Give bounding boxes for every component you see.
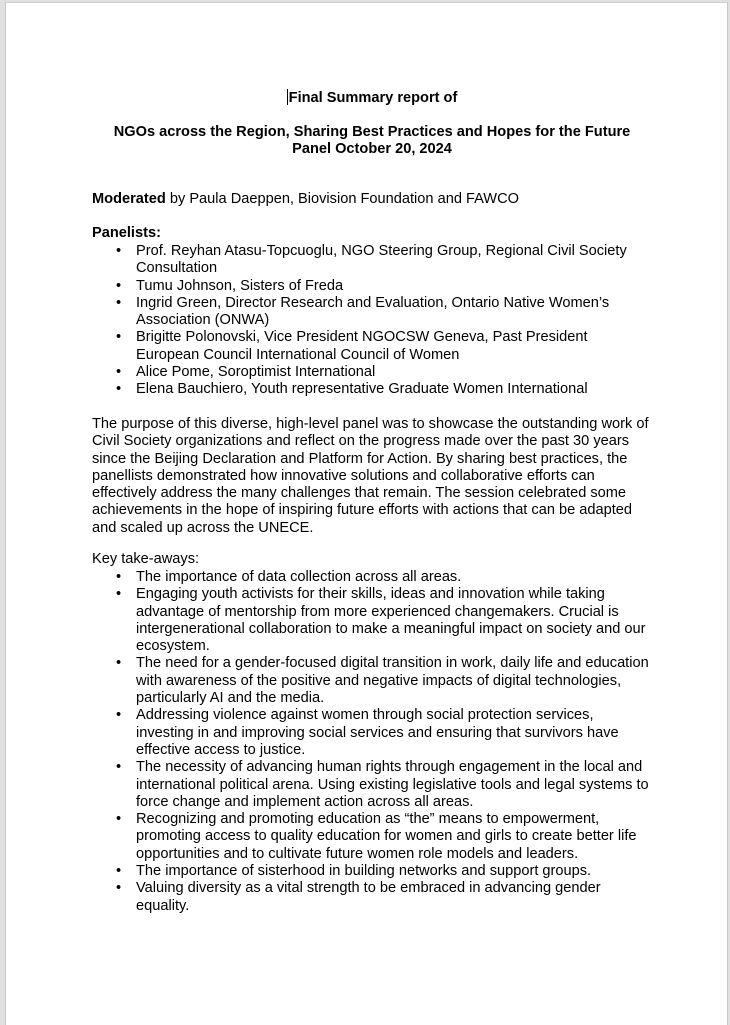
bullet-icon: • (116, 294, 122, 311)
takeaway-item (92, 707, 651, 759)
takeaway-item (92, 586, 651, 655)
takeaway-item (92, 569, 651, 586)
panelist-item (92, 381, 652, 398)
panelist-item (92, 295, 652, 330)
takeaway-text: The need for a gender-focused digital transition in work, daily life and education with awareness of the positive and negative impacts of digital technologies, particularly AI and the media. (136, 655, 649, 707)
bullet-icon: • (116, 277, 122, 294)
report-title (92, 89, 652, 107)
panelist-text: Tumu Johnson, Sisters of Freda (136, 277, 344, 294)
panelists-list (92, 243, 652, 399)
moderated-label: Moderated (92, 191, 166, 207)
takeaway-text: Recognizing and promoting education as “the” means to empowerment, promoting access to quality education for women and girls to create better life opportunities and to cultivate future women role models and leaders. (136, 811, 637, 862)
takeaway-text: The necessity of advancing human rights through engagement in the local and international political arena. Using existing legislative tools and legal systems to force change and implement action across all areas. (136, 759, 649, 810)
bullet-icon: • (116, 243, 122, 259)
bullet-icon: • (116, 569, 122, 585)
takeaways-heading: Key take-aways: (92, 551, 200, 567)
bullet-icon: • (116, 863, 122, 880)
panelists-heading: Panelists: (92, 225, 161, 241)
takeaway-item (92, 655, 651, 707)
panelist-text: Elena Bauchiero, Youth representative Graduate Women International (136, 381, 588, 398)
takeaway-item (92, 811, 651, 863)
bullet-icon: • (116, 759, 122, 776)
panelist-text: Brigitte Polonovski, Vice President NGOCSW Geneva, Past President European Council International Council of Women (136, 329, 588, 363)
takeaway-text: The importance of sisterhood in building networks and support groups. (136, 863, 592, 880)
bullet-icon: • (116, 707, 122, 724)
panelist-item (92, 329, 652, 364)
bullet-icon: • (116, 364, 122, 381)
takeaway-text: Engaging youth activists for their skills, ideas and innovation while taking advantage of mentorship from more experienced changemakers. Crucial is intergenerational collaboration to make a meaningful impact on society and our ecosystem. (136, 586, 646, 655)
panelist-text: Ingrid Green, Director Research and Evaluation, Ontario Native Women’s Association (ONWA) (136, 294, 610, 329)
panelist-item (92, 364, 652, 381)
report-title-text: Final Summary report of (288, 90, 458, 106)
takeaway-item (92, 880, 651, 915)
text-cursor (287, 89, 288, 105)
panelist-item (92, 243, 652, 278)
takeaway-text: Valuing diversity as a vital strength to be embraced in advancing gender equality. (136, 880, 601, 914)
moderator-text: by Paula Daeppen, Biovision Foundation and FAWCO (165, 191, 519, 207)
takeaway-item (92, 863, 651, 880)
takeaway-text: The importance of data collection across all areas. (136, 569, 462, 585)
panelist-text: Alice Pome, Soroptimist International (136, 364, 376, 381)
takeaway-text: Addressing violence against women through social protection services, investing in and improving social services and ensuring that survivors have effective access to justice. (136, 707, 619, 758)
panel-title (92, 124, 652, 159)
bullet-icon: • (116, 880, 122, 897)
bullet-icon: • (116, 381, 122, 398)
takeaways-list (92, 569, 652, 915)
panel-title-line: NGOs across the Region, Sharing Best Practices and Hopes for the Future (113, 124, 631, 140)
panel-date-line: Panel October 20, 2024 (292, 141, 452, 158)
bullet-icon: • (116, 329, 122, 346)
bullet-icon: • (116, 811, 122, 828)
document-page (5, 2, 728, 1025)
bullet-icon: • (116, 655, 122, 672)
takeaway-item (92, 759, 651, 811)
purpose-paragraph: The purpose of this diverse, high-level panel was to showcase the outstanding work of Civil Society organizations and reflect on the progress made over the past 30 years since the Beijing Declaration and Platform for Action. By sharing best practices, the panellists demonstrated how innovative solutions and collaborative efforts can effectively address the many challenges that remain. The session celebrated some achievements in the hope of inspiring future efforts with actions that can be adapted and scaled up across the UNECE. (92, 416, 649, 536)
panelist-item (92, 278, 652, 295)
moderated-line (92, 191, 652, 208)
panelist-text: Prof. Reyhan Atasu-Topcuoglu, NGO Steering Group, Regional Civil Society Consultation (136, 243, 627, 277)
bullet-icon: • (116, 586, 122, 603)
